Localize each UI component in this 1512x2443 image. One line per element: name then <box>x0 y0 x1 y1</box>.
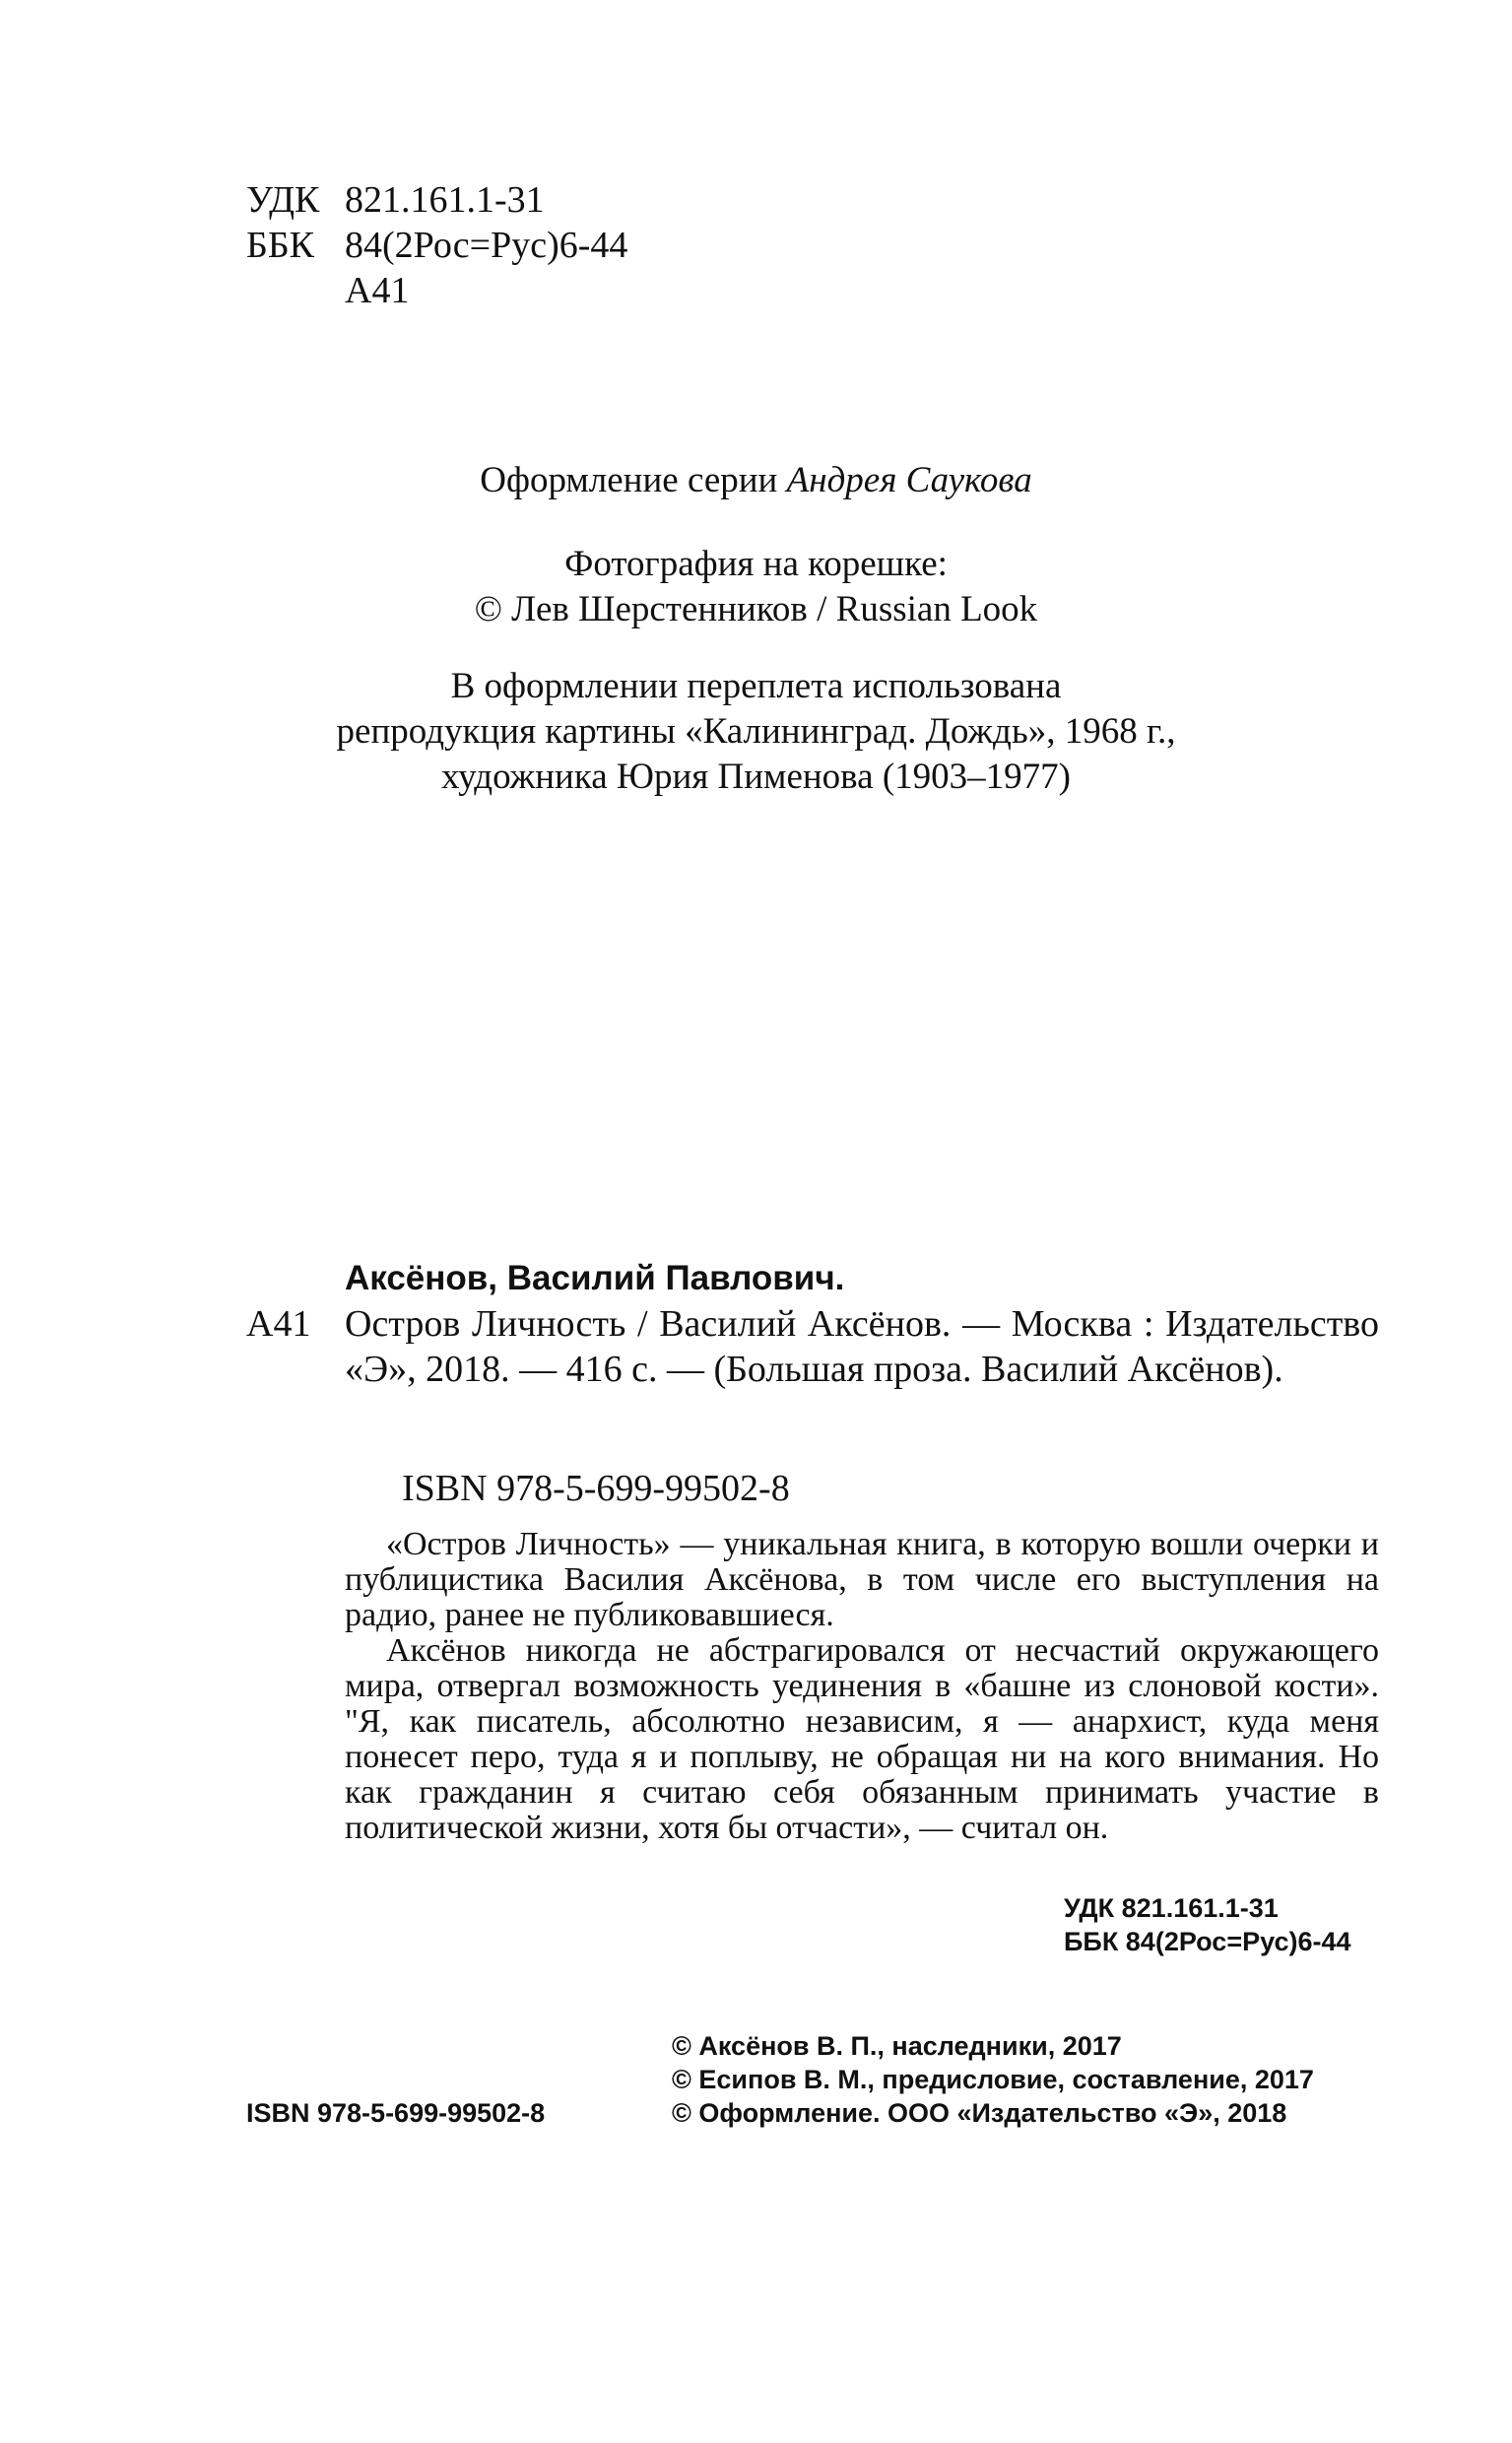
author-mark-row <box>246 268 627 313</box>
bibliographic-record <box>246 1256 1379 1392</box>
author-mark: А41 <box>345 270 410 311</box>
annotation-paragraph-2: Аксёнов никогда не абстрагировался от несчастий окружающего мира, отвергал возможность уединения в «башне из слоновой кости». "Я, как писатель, абсолютно независим, я — анархист, куда меня понесет перо, туда я и поплыву, не обращая ни на кого внимания. Но как гражданин я считаю себя обязанным принимать участие в политической жизни, хотя бы отчасти», — считал он. <box>345 1632 1379 1846</box>
annotation <box>345 1527 1379 1846</box>
series-design-credit <box>0 458 1512 503</box>
udk-value: 821.161.1-31 <box>345 179 545 221</box>
bbk-row <box>246 223 627 268</box>
codes-block <box>1064 1891 1351 1958</box>
series-design-name: Андрея Саукова <box>786 460 1032 500</box>
copyright-line-2: © Есипов В. М., предисловие, составление, 2017 <box>672 2065 1314 2094</box>
isbn-bottom: ISBN 978-5-699-99502-8 <box>246 2098 546 2128</box>
bbk-label: ББК <box>246 225 314 266</box>
copyright-block <box>672 2029 1314 2130</box>
copyright-line-1: © Аксёнов В. П., наследники, 2017 <box>672 2031 1122 2061</box>
record-author-mark: А41 <box>246 1303 311 1345</box>
copyright-line-3: © Оформление. ООО «Издательство «Э», 2018 <box>672 2098 1287 2128</box>
annotation-paragraph-1: «Остров Личность» — уникальная книга, в которую вошли очерки и публицистика Василия Аксёнова, в том числе его выступления на радио, ранее не публиковавшиеся. <box>345 1526 1379 1633</box>
udk-label: УДК <box>246 179 320 221</box>
cover-line3: художника Юрия Пименова (1903–1977) <box>441 757 1071 797</box>
author-heading: Аксёнов, Василий Павлович. <box>345 1259 845 1297</box>
udk-row <box>246 177 627 223</box>
codes-bbk: ББК 84(2Рос=Рус)6-44 <box>1064 1927 1351 1956</box>
cover-line2: репродукция картины «Калининград. Дождь», 1968 г., <box>336 711 1176 752</box>
record-isbn: ISBN 978-5-699-99502-8 <box>402 1468 790 1509</box>
cover-line1: В оформлении переплета использована <box>450 666 1062 706</box>
spine-photo-credit <box>0 542 1512 632</box>
series-design-prefix: Оформление серии <box>480 460 778 500</box>
record-entry <box>246 1301 1379 1392</box>
bbk-value: 84(2Рос=Рус)6-44 <box>345 225 628 266</box>
cover-credit <box>0 664 1512 800</box>
spine-photo-line1: Фотография на корешке: <box>564 544 948 584</box>
record-text: Остров Личность / Василий Аксёнов. — Москва : Издательство «Э», 2018. — 416 с. — (Большая проза. Василий Аксёнов). <box>345 1303 1379 1390</box>
classification-block <box>246 177 627 313</box>
codes-udk: УДК 821.161.1-31 <box>1064 1893 1279 1923</box>
spine-photo-line2: © Лев Шерстенников / Russian Look <box>474 589 1038 629</box>
